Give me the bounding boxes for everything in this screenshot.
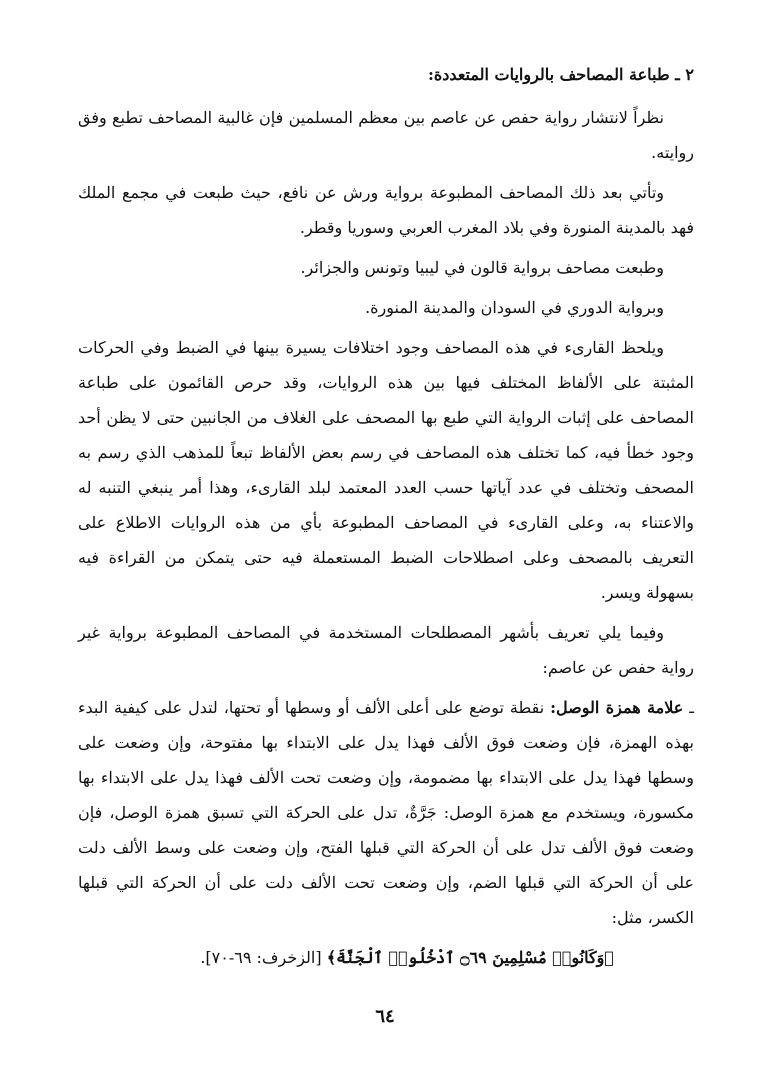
paragraph-warsh: وتأتي بعد ذلك المصاحف المطبوعة برواية ورش عن نافع، حيث طبعت في مجمع الملك فهد بالمدينة المنورة وفي بلاد المغرب العربي وسوريا وقطر. [78, 183, 694, 237]
paragraph-qalun: وطبعت مصاحف برواية قالون في ليبيا وتونس والجزائر. [300, 258, 664, 277]
paragraph-hamzat-wasl [78, 690, 694, 935]
paragraph-duri: وبرواية الدوري في السودان والمدينة المنورة. [365, 298, 664, 317]
term-body: نقطة توضع على أعلى الألف أو وسطها أو تحتها، لتدل على كيفية البدء بهذه الهمزة، فإن وضعت فوق الألف فهذا يدل على الابتداء بها مفتوحة، وإن وضعت على وسطها فهذا يدل على الابتداء بها مضمومة، وإن وضعت تحت الألف فهذا يدل على الابتداء بها مكسورة، ويستخدم مع همزة الوصل: جَرَّةٌ، تدل على الحركة التي تسبق همزة الوصل، فإن وضعت فوق الألف تدل على أن الحركة التي قبلها الفتح، وإن وضعت على وسط الألف دلت على أن الحركة التي قبلها الضم، وإن وضعت تحت الألف دلت على أن الحركة التي قبلها الكسر، مثل: [78, 698, 695, 927]
section-heading: ٢ ـ طباعة المصاحف بالروايات المتعددة: [428, 65, 694, 84]
page-number: ٦٤ [375, 1006, 395, 1027]
paragraph-differences: ويلحظ القارىء في هذه المصاحف وجود اختلافات يسيرة بينها في الضبط وفي الحركات المثبتة على الألفاظ المختلف فيها بين هذه الروايات، وقد حرص القائمون على طباعة المصاحف على إثبات الرواية التي طبع بها المصحف على الغلاف من الجانبين حتى لا يظن أحد وجود خطأ فيه، كما تختلف هذه المصاحف في رسم بعض الألفاظ تبعاً للمذهب الذي رسم به المصحف وتختلف في عدد آياتها حسب العدد المعتمد لبلد القارىء، وهذا أمر ينبغي التنبه له والاعتناء به، وعلى القارىء في المصاحف المطبوعة بأي من هذه الروايات الاطلاع على التعريف بالمصحف وعلى اصطلاحات الضبط المستعملة فيه حتى يتمكن من القراءة فيه بسهولة ويسر. [78, 338, 694, 602]
paragraph-hafs: نظراً لانتشار رواية حفص عن عاصم بين معظم المسلمين فإن غالبية المصاحف تطبع وفق روايته. [78, 108, 694, 162]
quran-verse: ﴿وَكَانُوا۟ مُسْلِمِينَ ۝٦٩ ٱدْخُلُوا۟ ٱلْجَنَّةَ﴾ [326, 948, 614, 967]
term-label: علامة همزة الوصل: [550, 698, 684, 717]
term-prefix: ـ [683, 698, 694, 717]
quran-citation [78, 940, 694, 976]
quran-reference: [الزخرف: ٦٩-٧٠]. [200, 948, 327, 967]
paragraph-intro-terms: وفيما يلي تعريف بأشهر المصطلحات المستخدمة في المصاحف المطبوعة برواية غير رواية حفص عن عاصم: [78, 623, 694, 677]
